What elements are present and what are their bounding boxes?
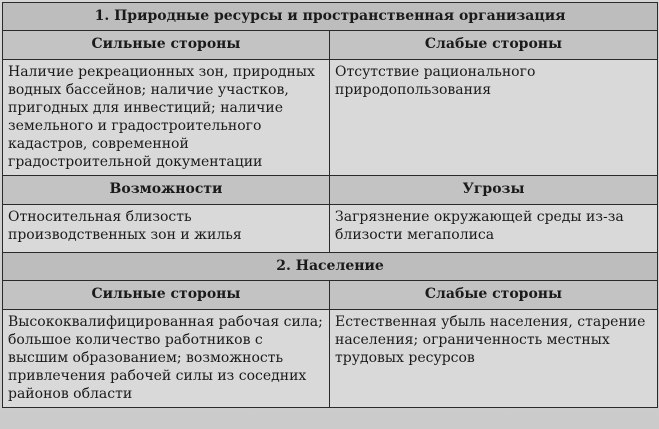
population-weaknesses-cell: Естественная убыль населения, старение населения; ограниченность местных трудовых ресурсов bbox=[330, 310, 658, 408]
opportunities-header: Возможности bbox=[3, 176, 330, 205]
section-title-population: 2. Население bbox=[3, 253, 658, 281]
weaknesses-header: Слабые стороны bbox=[330, 31, 658, 60]
section-title-natural-resources: 1. Природные ресурсы и пространственная организация bbox=[3, 3, 658, 31]
swot-table bbox=[2, 2, 658, 408]
population-strengths-cell: Высококвалифицированная рабочая сила; большое количество работников с высшим образованием; возможность привлечения рабочей силы из соседних районов области bbox=[3, 310, 330, 408]
strengths-header: Сильные стороны bbox=[3, 31, 330, 60]
weaknesses-cell: Отсутствие рационального природопользования bbox=[330, 60, 658, 176]
opportunities-cell: Относительная близость производственных зон и жилья bbox=[3, 205, 330, 253]
population-strengths-header: Сильные стороны bbox=[3, 281, 330, 310]
threats-header: Угрозы bbox=[330, 176, 658, 205]
strengths-cell: Наличие рекреационных зон, природных водных бассейнов; наличие участков, пригодных для инвестиций; наличие земельного и градостроительного кадастров, современной градостроительной документации bbox=[3, 60, 330, 176]
population-weaknesses-header: Слабые стороны bbox=[330, 281, 658, 310]
threats-cell: Загрязнение окружающей среды из-за близости мегаполиса bbox=[330, 205, 658, 253]
